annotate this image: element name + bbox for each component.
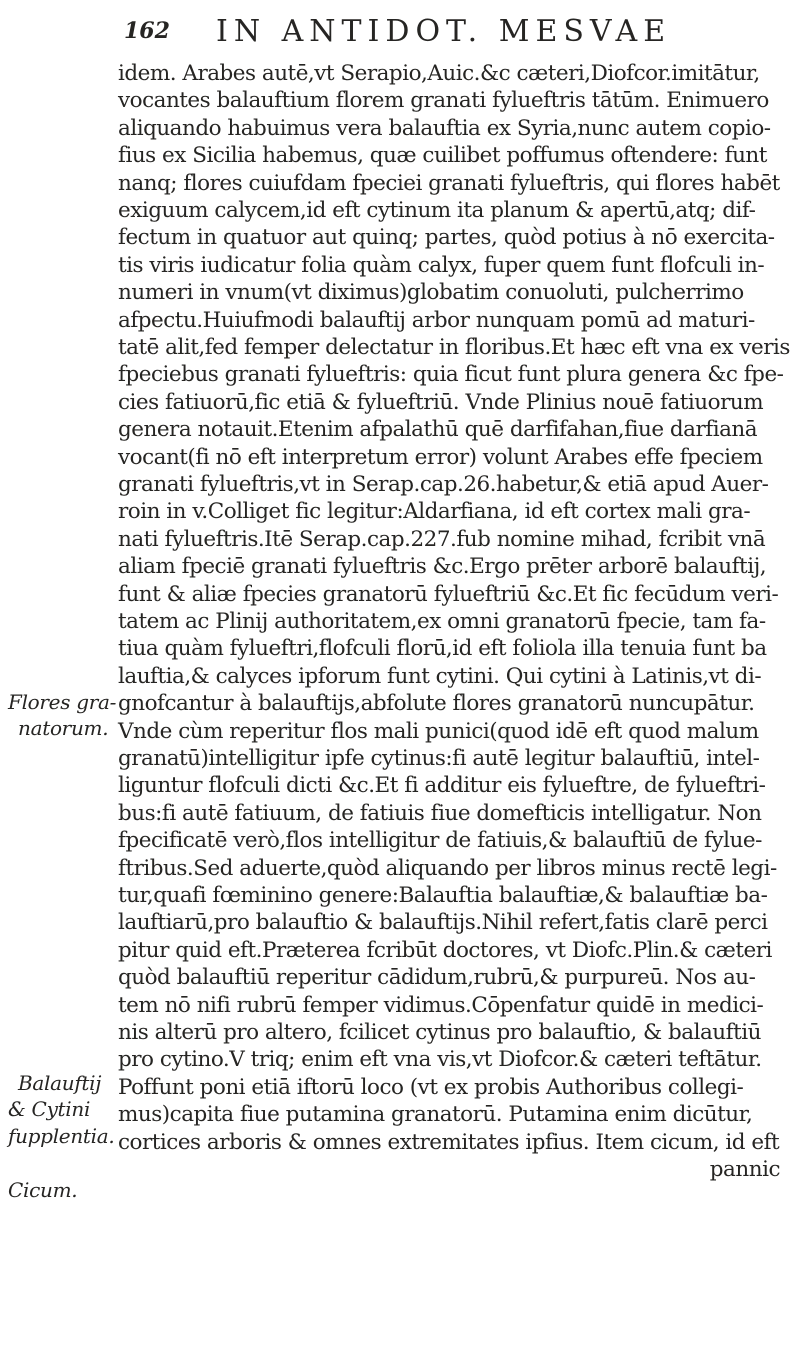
text-line: tem nō nifi rubrū femper vidimus.Cōpenfatur quidē in medici-	[118, 992, 764, 1018]
text-line: cortices arboris & omnes extremitates ipfius. Item cicum, id eft	[118, 1129, 780, 1155]
text-line: aliquando habuimus vera balauftia ex Syria,nunc autem copio-	[118, 115, 771, 141]
text-line: funt & aliæ fpecies granatorū fylueftriū &c.Et fic fecūdum veri-	[118, 581, 779, 607]
text-line: ftribus.Sed aduerte,quòd aliquando per libros minus rectē legi-	[118, 855, 777, 881]
text-line: tatē alit,fed femper delectatur in floribus.Et hæc eft vna ex veris	[118, 335, 790, 360]
text-line: lauftiarū,pro balauftio & balauftijs.Nihil refert,fatis clarē perci	[118, 910, 768, 936]
text-line: vocantes balauftium florem granati fylueftris tātūm. Enimuero	[118, 88, 769, 114]
text-line: cies fatiuorū,fic etiā & fylueftriū. Vnde Plinius nouē fatiuorum	[118, 389, 764, 415]
text-line: Vnde cùm reperitur flos mali punici(quod idē eft quod malum	[118, 718, 759, 744]
text-line: pro cytino.V triq; enim eft vna vis,vt Diofcor.& cæteri teftātur.	[118, 1047, 762, 1073]
text-line: quòd balauftiū reperitur cādidum,rubrū,& purpureū. Nos au-	[118, 965, 756, 991]
margin-note: Cicum.	[8, 1178, 78, 1202]
text-line: roin in v.Colliget fic legitur:Aldarfiana, id eft cortex mali gra-	[118, 499, 751, 525]
text-line: granatū)intelligitur ipfe cytinus:fi autē legitur balauftiū, intel-	[118, 746, 760, 771]
text-line: aliam fpeciē granati fylueftris &c.Ergo prēter arborē balauftij,	[118, 554, 767, 580]
text-line: Poffunt poni etiā iftorū loco (vt ex probis Authoribus collegi-	[118, 1074, 744, 1100]
text-line: bus:fi autē fatiuum, de fatiuis fiue domefticis intelligatur. Non	[118, 800, 762, 826]
text-line: tur,quafi fœminino genere:Balauftia balauftiæ,& balauftiæ ba-	[118, 883, 768, 908]
text-line: nis alterū pro altero, fcilicet cytinus pro balauftio, & balauftiū	[118, 1020, 761, 1045]
text-line: nati fylueftris.Itē Serap.cap.227.fub nomine mihad, fcribit vnā	[118, 526, 766, 552]
text-line: exiguum calycem,id eft cytinum ita planum & apertū,atq; dif-	[118, 198, 756, 223]
running-head: IN ANTIDOT. MESVAE	[216, 14, 672, 49]
text-line: fpecificatē verò,flos intelligitur de fatiuis,& balauftiū de fylue-	[118, 828, 762, 854]
text-line: genera notauit.Etenim afpalathū quē darfifahan,fiue darfianā	[118, 417, 758, 443]
text-line: mus)capita fiue putamina granatorū. Putamina enim dicūtur,	[118, 1102, 753, 1128]
text-line: vocant(fi nō eft interpretum error) volunt Arabes effe fpeciem	[118, 444, 763, 470]
text-line: nanq; flores cuiufdam fpeciei granati fylueftris, qui flores habēt	[118, 170, 780, 196]
text-line: liguntur flofculi dicti &c.Et fi additur eis fylueftre, de fylueftri-	[118, 773, 766, 799]
text-line: numeri in vnum(vt diximus)globatim conuoluti, pulcherrimo	[118, 280, 744, 306]
text-line: granati fylueftris,vt in Serap.cap.26.habetur,& etiā apud Auer-	[118, 472, 769, 497]
text-line: fectum in quatuor aut quinq; partes, quòd potius à nō exercita-	[118, 225, 775, 251]
text-line: tis viris iudicatur folia quàm calyx, fuper quem funt flofculi in-	[118, 252, 765, 278]
margin-note: fupplentia.	[8, 1124, 115, 1148]
text-line: tatem ac Plinij authoritatem,ex omni granatorū fpecie, tam fa-	[118, 609, 766, 634]
text-line: pitur quid eft.Præterea fcribūt doctores, vt Diofc.Plin.& cæteri	[118, 937, 772, 963]
margin-note: Flores gra-	[8, 690, 117, 714]
text-line: afpectu.Huiufmodi balauftij arbor nunquam pomū ad maturi-	[118, 307, 755, 333]
text-line: lauftia,& calyces ipforum funt cytini. Qui cytini à Latinis,vt di-	[118, 663, 762, 689]
text-line: tiua quàm fylueftri,flofculi florū,id eft foliola illa tenuia funt ba	[118, 636, 767, 662]
margin-note: Balauftij	[18, 1071, 102, 1095]
text-line: fius ex Sicilia habemus, quæ cuilibet poffumus oftendere: funt	[118, 143, 767, 169]
text-line: gnofcantur à balauftijs,abfolute flores granatorū nuncupātur.	[118, 691, 755, 717]
text-line: idem. Arabes autē,vt Serapio,Auic.&c cæteri,Diofcor.imitātur,	[118, 61, 760, 86]
margin-note: natorum.	[18, 716, 109, 740]
catchword: pannic	[709, 1157, 780, 1182]
margin-note: & Cytini	[8, 1097, 91, 1121]
text-line: fpeciebus granati fylueftris: quia ficut funt plura genera &c fpe-	[118, 362, 784, 388]
page-number: 162	[124, 18, 170, 44]
